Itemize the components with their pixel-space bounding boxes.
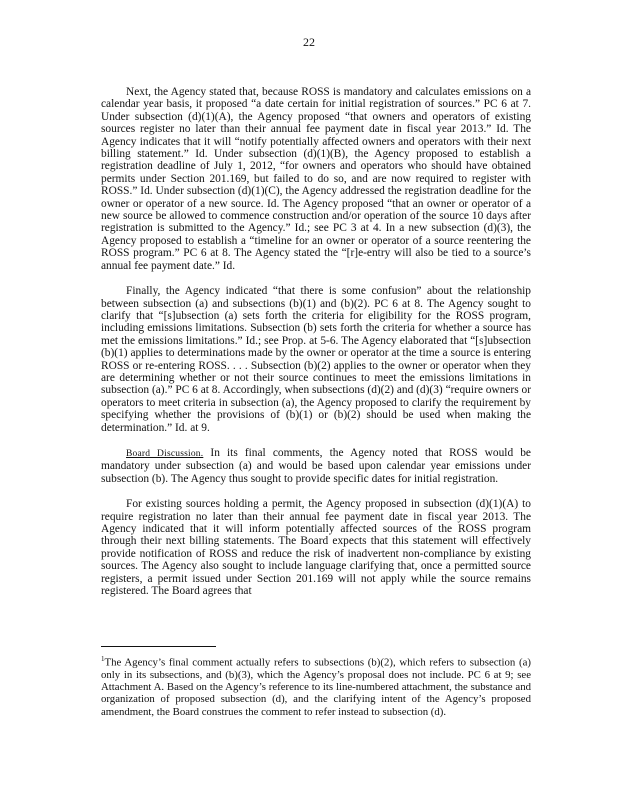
footnote-marker: 1: [101, 655, 105, 663]
paragraph-4: For existing sources holding a permit, the Agency proposed in subsection (d)(1)(A) to require registration no later than their annual fee payment date in fiscal year 2013. The Agency indicated that it will inform potentially affected sources of the ROSS program through their next billing statements. The Board expects that this statement will effectively provide notification of ROSS and reduce the risk of inadvertent non-compliance by existing sources. The Agency also sought to include language clarifying that, once a permitted source registers, a permit issued under Section 201.169 will not apply while the source remains registered. The Board agrees that: [101, 498, 531, 598]
footnote: [101, 653, 531, 718]
paragraph-3-text: In its final comments, the Agency noted that ROSS would be mandatory under subsection (a) and would be based upon calendar year emissions under subsection (b). The Agency thus sought to provide specific dates for initial registration.: [101, 446, 531, 485]
paragraph-2: Finally, the Agency indicated “that there is some confusion” about the relationship between subsection (a) and subsections (b)(1) and (b)(2). PC 6 at 8. The Agency sought to clarify that “[s]ubsection (a) sets forth the criteria for eligibility for the ROSS program, including emissions limitations. Subsection (b) sets forth the criteria for whether a source has met the emissions limitations.” Id.; see Prop. at 5-6. The Agency elaborated that “[s]ubsection (b)(1) applies to determinations made by the owner or operator at the time a source is entering ROSS or re-entering ROSS. . . . Subsection (b)(2) applies to the owner or operator when they are determining whether or not their source continues to meet the emissions limitations in subsection (a).” PC 6 at 8. Accordingly, when subsections (d)(2) and (d)(3) “require owners or operators to meet criteria in subsection (a), the Agency proposed to clarify the requirement by specifying whether the provisions of (b)(1) or (b)(2) should be used when making the determination.” Id. at 9.: [101, 285, 531, 434]
body-text: [101, 86, 531, 610]
footnote-text: The Agency’s final comment actually refers to subsections (b)(2), which refers to subsection (a) only in its subsections, and (b)(3), which the Agency’s proposal does not include. PC 6 at 9; see Attachment A. Based on the Agency’s reference to its line-numbered attachment, the substance and organization of proposed subsection (d), and the clarifying intent of the Agency’s proposed amendment, the Board construes the comment to refer instead to subsection (d).: [101, 656, 531, 718]
page-number: 22: [303, 35, 315, 49]
footnote-divider: [101, 646, 216, 647]
board-discussion-heading: Board Discussion.: [126, 448, 204, 459]
paragraph-3: [101, 447, 531, 485]
paragraph-1: Next, the Agency stated that, because ROSS is mandatory and calculates emissions on a calendar year basis, it proposed “a date certain for initial registration of sources.” PC 6 at 7. Under subsection (d)(1)(A), the Agency proposed “that owners and operators of existing sources register no later than their annual fee payment date in fiscal year 2013.” Id. The Agency indicates that it will “notify potentially affected owners and operators with their next billing statement.” Id. Under subsection (d)(1)(B), the Agency proposed to establish a registration deadline of July 1, 2012, “for owners and operators who should have obtained permits under Section 201.169, but failed to do so, and are now required to register with ROSS.” Id. Under subsection (d)(1)(C), the Agency addressed the registration deadline for the owner or operator of a new source. Id. The Agency proposed “that an owner or operator of a new source be allowed to commence construction and/or operation of the source 10 days after registration is submitted to the Agency.” Id.; see PC 3 at 4. In a new subsection (d)(3), the Agency proposed to establish a “timeline for an owner or operator of a source reentering the ROSS program.” PC 6 at 8. The Agency stated the “[r]e-entry will also be tied to a source’s annual fee payment date.” Id.: [101, 86, 531, 272]
